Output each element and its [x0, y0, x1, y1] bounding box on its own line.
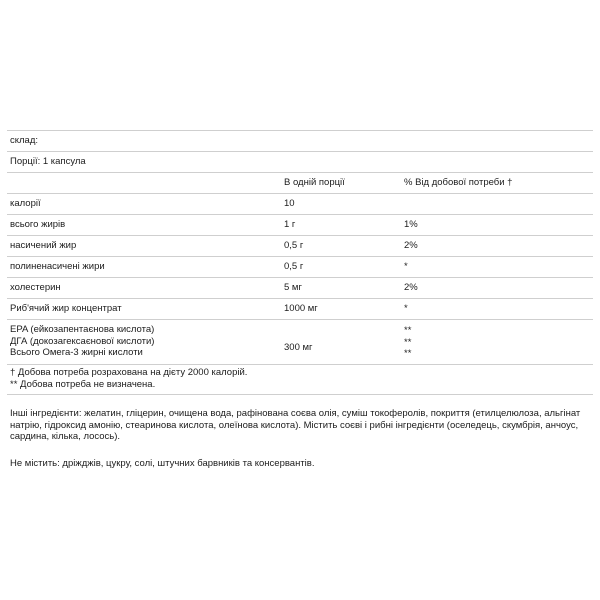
nutrient-amount: 1 г: [284, 219, 296, 230]
nutrient-name: всього жирів: [10, 219, 66, 230]
nutrient-daily-value: 2%: [404, 240, 418, 251]
nutrient-amount: 10: [284, 198, 295, 209]
nutrient-name: полиненасичені жири: [10, 261, 105, 272]
dha-daily-value: **: [404, 336, 412, 348]
per-serving-header: В одній порції: [284, 177, 345, 188]
dha-label: ДГА (докозагексаєнової кислоти): [10, 335, 155, 347]
composition-row: [7, 131, 593, 151]
omega-total-daily-value: **: [404, 348, 412, 359]
omega-3-block: [7, 320, 593, 364]
free-from-statement: Не містить: дріжджів, цукру, солі, штучних барвників та консервантів.: [10, 458, 315, 469]
nutrient-name: холестерин: [10, 282, 61, 293]
nutrient-amount: 1000 мг: [284, 303, 318, 314]
nutrient-row: [7, 257, 593, 277]
nutrient-name: калорії: [10, 198, 41, 209]
omega-amount: 300 мг: [284, 342, 313, 353]
serving-row: [7, 152, 593, 172]
footnote-daily-basis: † Добова потреба розрахована на дієту 2000 калорій.: [10, 367, 248, 378]
epa-label: EPA (ейкозапентаєнова кислота): [10, 324, 155, 335]
serving-size: Порції: 1 капсула: [10, 156, 86, 167]
nutrient-row: [7, 278, 593, 298]
omega-total-label: Всього Омега-3 жирні кислоти: [10, 347, 143, 358]
nutrient-row: [7, 299, 593, 319]
nutrient-name: насичений жир: [10, 240, 77, 251]
nutrient-amount: 0,5 г: [284, 240, 304, 251]
divider: [7, 394, 593, 395]
epa-daily-value: **: [404, 325, 412, 336]
nutrient-amount: 5 мг: [284, 282, 302, 293]
nutrient-daily-value: *: [404, 303, 408, 314]
nutrient-amount: 0,5 г: [284, 261, 304, 272]
daily-value-header: % Від добової потреби †: [404, 177, 513, 188]
other-ingredients: Інші інгредієнти: желатин, гліцерин, очищена вода, рафінована соєва олія, суміш токоферолів, покриття (етилцелюлоза, альгінат натрію, гідроксид амонію, стеаринова кислота, олеїнова кислота). Містить соєві і рибні інгредієнти (оселедець, скумбрія, анчоус, сардина, кілька, лосось).: [10, 408, 581, 442]
nutrient-row: [7, 236, 593, 256]
footnote-not-established: ** Добова потреба не визначена.: [10, 378, 156, 390]
header-row: [7, 173, 593, 193]
nutrient-name: Риб'ячий жир концентрат: [10, 303, 122, 314]
composition-label: склад:: [10, 135, 39, 146]
nutrient-daily-value: 2%: [404, 282, 418, 293]
nutrient-daily-value: *: [404, 261, 408, 272]
supplement-facts: [7, 130, 593, 395]
nutrient-row: [7, 215, 593, 235]
nutrient-row: [7, 194, 593, 214]
nutrient-daily-value: 1%: [404, 219, 418, 230]
